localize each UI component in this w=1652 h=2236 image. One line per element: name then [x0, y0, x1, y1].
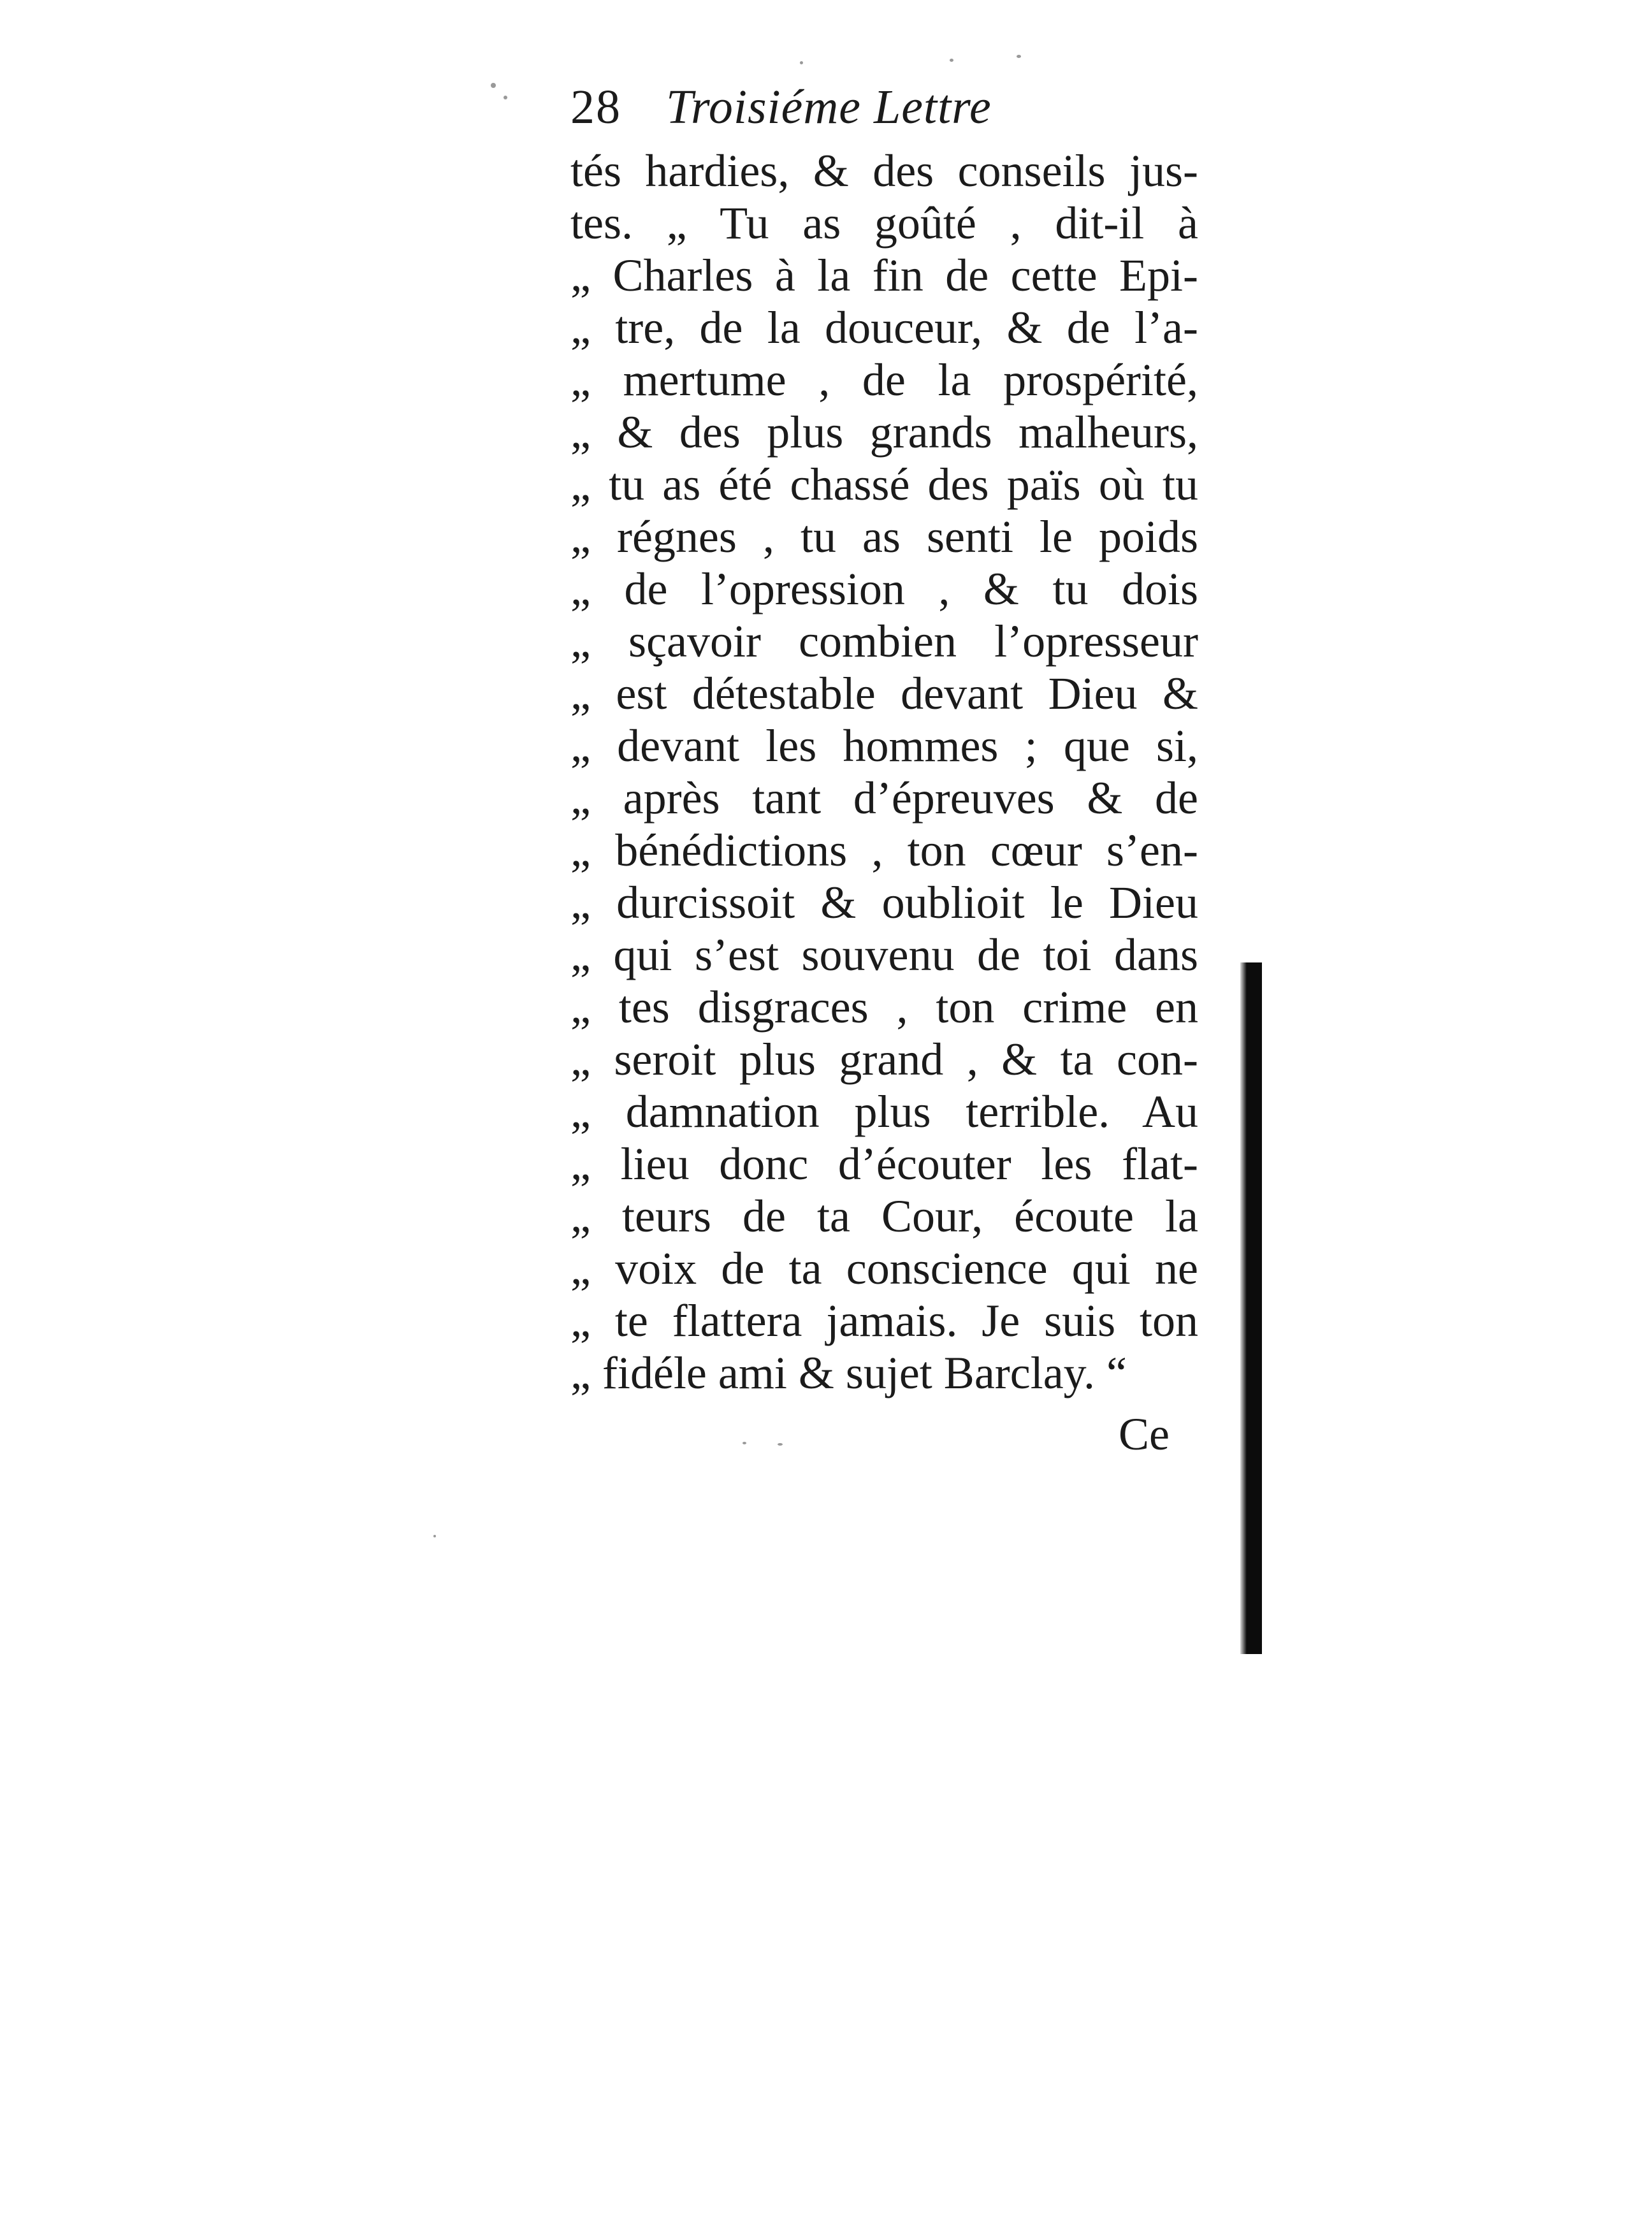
text-line: „ après tant d’épreuves & de — [570, 773, 1198, 824]
text-line: „ seroit plus grand , & ta con- — [570, 1034, 1198, 1085]
scan-speck — [778, 1443, 783, 1446]
text-line: „ qui s’est souvenu de toi dans — [570, 929, 1198, 980]
page-number: 28 — [570, 80, 621, 134]
scan-speck — [800, 61, 803, 64]
text-line: „ mertume , de la prospérité, — [570, 354, 1198, 405]
text-line: „ bénédictions , ton cœur s’en- — [570, 825, 1198, 876]
text-line: tes. „ Tu as goûté , dit-il à — [570, 198, 1198, 249]
text-line: „ & des plus grands malheurs, — [570, 407, 1198, 458]
text-line: „ voix de ta conscience qui ne — [570, 1243, 1198, 1294]
text-line: „ Charles à la fin de cette Epi- — [570, 250, 1198, 301]
gutter-shadow — [1240, 962, 1262, 1654]
text-line: „ tre, de la douceur, & de l’a- — [570, 302, 1198, 353]
scan-speck — [504, 96, 507, 99]
text-line: „ régnes , tu as senti le poids — [570, 511, 1198, 562]
text-line: „ de l’opression , & tu dois — [570, 563, 1198, 614]
scan-speck — [743, 1442, 746, 1444]
text-line: „ durcissoit & oublioit le Dieu — [570, 877, 1198, 928]
text-line: „ lieu donc d’écouter les flat- — [570, 1138, 1198, 1189]
scan-speck — [950, 59, 953, 62]
scan-speck — [433, 1535, 436, 1537]
catchword: Ce — [1119, 1409, 1170, 1460]
running-title: Troisiéme Lettre — [666, 80, 992, 134]
scan-speck — [1017, 55, 1021, 58]
text-line: „ te flattera jamais. Je suis ton — [570, 1295, 1198, 1346]
text-line: tés hardies, & des conseils jus- — [570, 145, 1198, 196]
text-line: „ fidéle ami & sujet Barclay. “ — [570, 1347, 1127, 1398]
scan-speck — [491, 83, 496, 88]
page-header — [570, 75, 992, 139]
text-line: „ est détestable devant Dieu & — [570, 668, 1198, 719]
body-text — [570, 145, 1198, 1399]
text-line: „ devant les hommes ; que si, — [570, 720, 1198, 771]
text-line: „ teurs de ta Cour, écoute la — [570, 1191, 1198, 1242]
text-line: „ sçavoir combien l’opresseur — [570, 616, 1198, 667]
text-line: „ tes disgraces , ton crime en — [570, 982, 1198, 1033]
text-line: „ damnation plus terrible. Au — [570, 1086, 1198, 1137]
text-line: „ tu as été chassé des païs où tu — [570, 459, 1198, 510]
